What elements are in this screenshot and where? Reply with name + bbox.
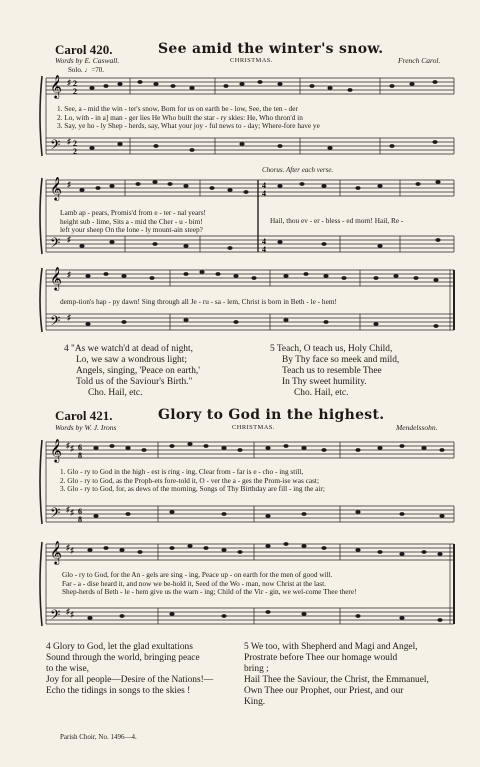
svg-text:2: 2 [73, 147, 77, 156]
lyric-line: Glo - ry to God, for the An - gels are sing - ing, Peace up - on earth for the men of good will. [62, 570, 333, 579]
svg-text:6: 6 [78, 507, 82, 516]
verse-line: Lo, we saw a wondrous light; [76, 355, 187, 365]
carol-420-number: Carol 420. [55, 42, 113, 57]
verse-line: 5 Teach, O teach us, Holy Child, [270, 344, 393, 354]
svg-text:𝄢: 𝄢 [50, 313, 61, 332]
lyric-line: 2. Lo, with - in a] man - ger lies He Who built the star - ry skies: He, Who thron'd in [57, 112, 303, 122]
svg-text:4: 4 [262, 245, 266, 254]
verse-line: 4 Glory to God, let the glad exultations [46, 642, 193, 652]
carol-421-verse-5 [244, 642, 429, 708]
svg-text:♯: ♯ [67, 78, 71, 87]
verse-line: 5 We too, with Shepherd and Magi and Angel, [244, 642, 418, 652]
svg-text:8: 8 [78, 451, 82, 460]
verse-line: In Thy sweet humility. [282, 377, 367, 387]
verse-line: Cho. Hail, etc. [294, 388, 349, 398]
verse-line: Echo the tidings in songs to the skies ! [46, 686, 191, 696]
carol-421-season: CHRISTMAS. [232, 424, 275, 431]
svg-text:♯: ♯ [67, 180, 71, 189]
verse-line: bring ; [244, 664, 269, 674]
svg-text:♯: ♯ [66, 543, 70, 552]
svg-text:♯: ♯ [70, 610, 74, 619]
lyric-line: left your sheep On the lone - ly mount-ain steep? [60, 225, 203, 235]
verse-line: Hail Thee the Saviour, the Christ, the Emmanuel, [244, 675, 429, 685]
carol-420-verse-5 [270, 344, 399, 399]
carol-421-lyrics-system-1 [60, 468, 325, 494]
lyric-line: Far - a - dise heard it, and now we be-hold it, Seed of the Wo - man, now Christ at the last. [62, 578, 326, 588]
verse-line: to the wise, [46, 664, 89, 674]
lyric-line: height sub - lime, Sits a - mid the Cher - u - bim! [60, 216, 203, 226]
lyric-line: 1. See, a - mid the win - ter's snow, Born for us on earth be - low, See, the ten - der [57, 104, 298, 113]
carol-420-title: See amid the winter's snow. [158, 41, 384, 57]
svg-text:𝄞: 𝄞 [50, 540, 62, 564]
svg-text:♯: ♯ [67, 137, 71, 146]
svg-text:♯: ♯ [70, 508, 74, 517]
verse-line: Cho. Hail, etc. [88, 388, 143, 398]
page-footer: Parish Choir, No. 1496—4. [60, 733, 137, 741]
verse-line: Told us of the Saviour's Birth." [76, 377, 193, 387]
carol-420-lyrics-system-2 [60, 209, 206, 235]
lyric-line: Lamb ap - pears, Promis'd from e - ter - nal years! [60, 208, 206, 217]
verse-line: Angels, singing, 'Peace on earth,' [76, 366, 200, 376]
carol-420-season: CHRISTMAS. [230, 57, 273, 64]
verse-line: By Thy face so meek and mild, [282, 355, 400, 365]
svg-text:𝄢: 𝄢 [50, 235, 61, 254]
svg-text:𝄞: 𝄞 [50, 74, 62, 98]
svg-text:4: 4 [262, 181, 266, 190]
carol-421-verse-4 [46, 642, 213, 697]
svg-text:♯: ♯ [70, 546, 74, 555]
carol-420-verse-4 [64, 344, 200, 399]
svg-text:𝄢: 𝄢 [50, 505, 61, 524]
carol-420-lyrics-system-3: demp-tion's hap - py dawn! Sing through all Je - ru - sa - lem, Christ is born in Beth - le - hem! [60, 297, 337, 306]
carol-421-title: Glory to God in the highest. [158, 407, 385, 423]
carol-420-lyrics-system-1 [57, 105, 320, 131]
svg-text:♯: ♯ [70, 444, 74, 453]
svg-text:♯: ♯ [67, 313, 71, 322]
svg-text:𝄞: 𝄞 [50, 438, 62, 462]
svg-text:♯: ♯ [66, 505, 70, 514]
svg-text:2: 2 [73, 79, 77, 88]
svg-text:2: 2 [73, 87, 77, 96]
svg-text:𝄞: 𝄞 [50, 266, 62, 290]
verse-line: Own Thee our Prophet, our Priest, and our [244, 686, 404, 696]
carol-420-words-by: Words by E. Caswall. [55, 56, 120, 65]
svg-text:𝄢: 𝄢 [50, 607, 61, 626]
verse-line: King. [244, 697, 266, 707]
svg-text:2: 2 [73, 139, 77, 148]
svg-text:8: 8 [78, 515, 82, 524]
lyric-line: 2. Glo - ry to God, as the Proph-ets fore-told it, O - ver the a - ges the Prom-ise was cast; [60, 475, 319, 485]
carol-420-tempo: Solo. ♩=70. [68, 66, 105, 74]
svg-text:♯: ♯ [67, 235, 71, 244]
carol-421-words-by: Words by W. J. Irons [55, 423, 117, 432]
svg-text:4: 4 [262, 237, 266, 246]
carol-421-lyrics-system-2 [62, 571, 357, 597]
verse-line: Joy for all people—Desire of the Nations!— [46, 675, 214, 685]
carol-421-number: Carol 421. [55, 408, 113, 423]
svg-text:♯: ♯ [66, 441, 70, 450]
svg-text:4: 4 [262, 189, 266, 198]
svg-text:♯: ♯ [66, 607, 70, 616]
svg-text:♯: ♯ [67, 270, 71, 279]
verse-line: Sound through the world, bringing peace [46, 653, 200, 663]
svg-text:6: 6 [78, 443, 82, 452]
lyric-line: 1. Glo - ry to God in the high - est is ring - ing, Clear from - far is e - cho - ing still, [60, 467, 304, 476]
carol-420-tune: French Carol. [398, 56, 441, 65]
verse-line: Teach us to resemble Thee [282, 366, 382, 376]
svg-text:𝄞: 𝄞 [50, 176, 62, 200]
verse-line: 4 "As we watch'd at dead of night, [64, 344, 193, 354]
verse-line: Prostrate before Thee our homage would [244, 653, 398, 663]
svg-text:𝄢: 𝄢 [50, 137, 61, 156]
lyric-line: 3. Glo - ry to God, for, as dews of the morning, Songs of Thy Birthday are fill - ing the air; [60, 484, 325, 494]
lyric-line: Shep-herds of Beth - le - hem give us the warn - ing; Child of the Vir - gin, we wel-come Thee there! [62, 587, 357, 597]
carol-420-chorus-label: Chorus. After each verse. [262, 166, 334, 174]
lyric-line: 3. Say, ye ho - ly Shep - herds, say, What your joy - ful news to - day; Where-fore have ye [57, 121, 320, 131]
carol-421-composer: Mendelssohn. [396, 423, 438, 432]
carol-420-chorus-text: Hail, thou ev - er - bless - ed morn! Hail, Re - [270, 216, 404, 225]
